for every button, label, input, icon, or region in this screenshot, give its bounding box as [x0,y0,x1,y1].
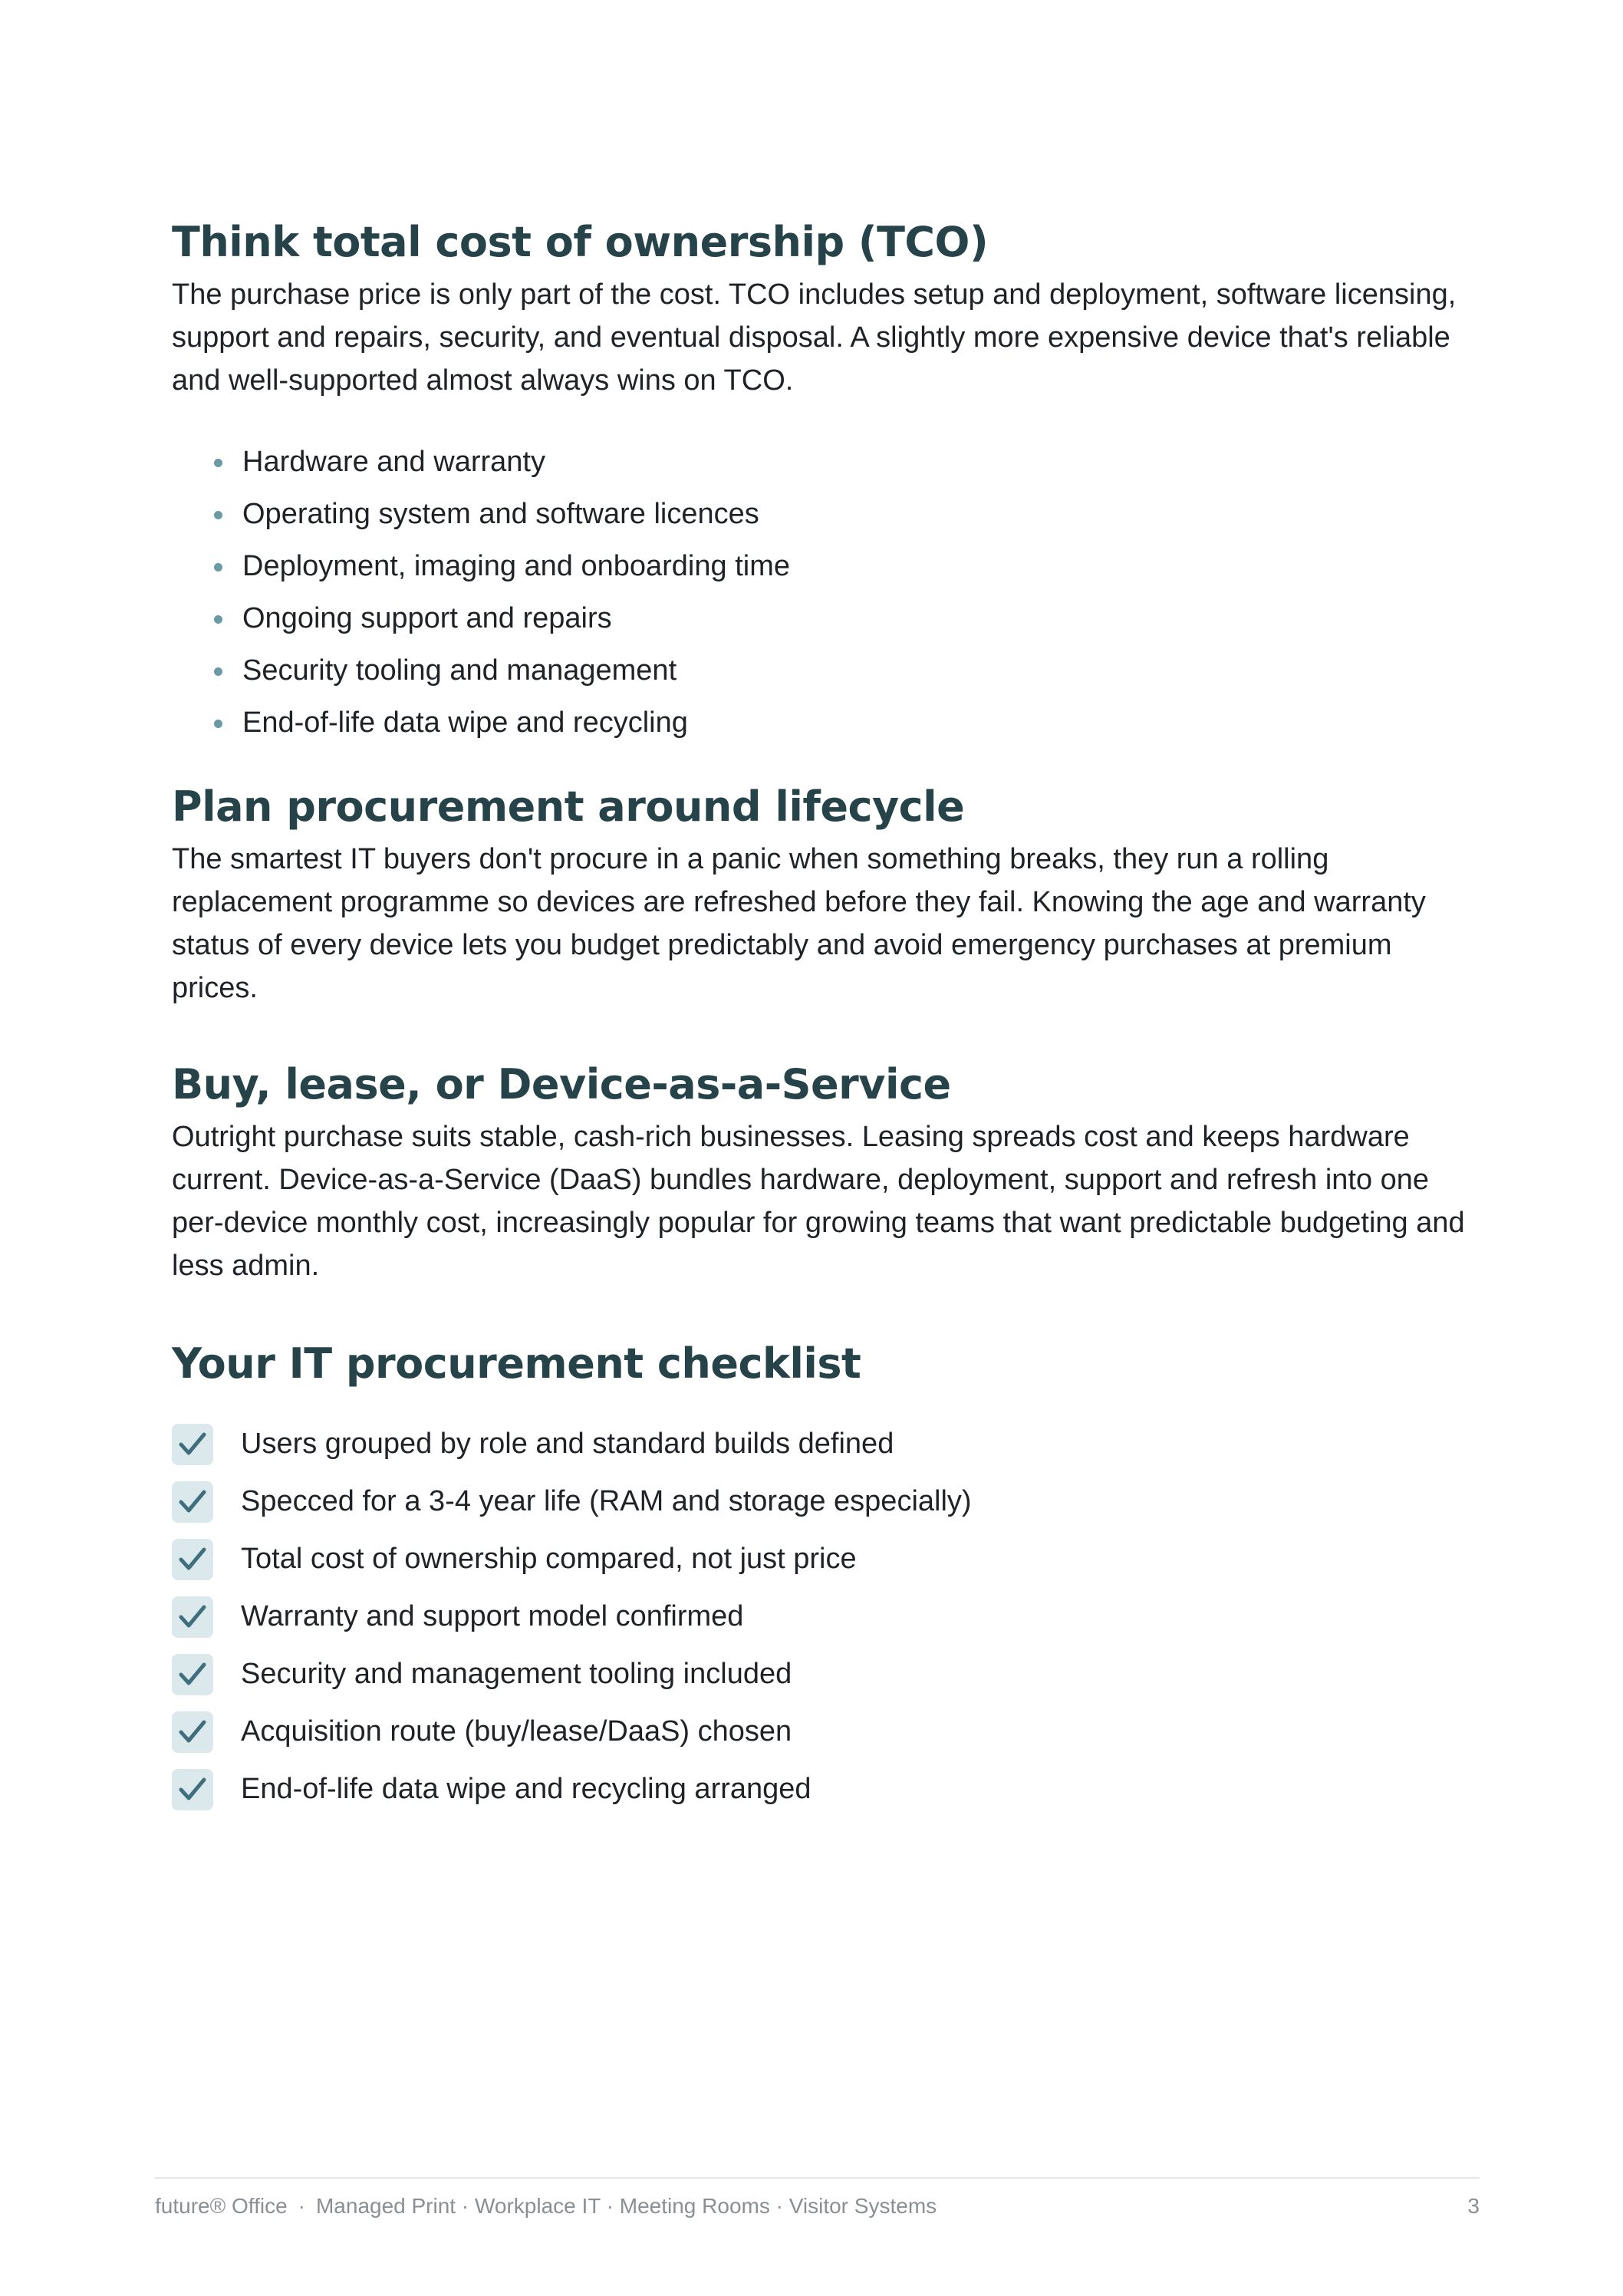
checklist-item-text: End-of-life data wipe and recycling arranged [241,1773,812,1805]
list-item-text: End-of-life data wipe and recycling [242,707,688,739]
section-checklist [172,1339,1468,1388]
checkmark-icon [177,1603,208,1632]
bullet-dot-icon [214,511,222,519]
checklist-item [172,1595,1468,1652]
list-item [172,546,1468,598]
checkbox-checked [172,1711,213,1753]
footer-tagline: Managed Print · Workplace IT · Meeting Rooms · Visitor Systems [315,2194,937,2218]
lifecycle-heading: Plan procurement around lifecycle [172,782,965,831]
lifecycle-body: The smartest IT buyers don't procure in a panic when something breaks, they run a rolling replacement programme so devices are refreshed before they fail. Knowing the age and warranty status of every device lets you budget predictably and avoid emergency purchases at premium prices. [172,843,1426,1004]
checklist-heading: Your IT procurement checklist [172,1339,861,1388]
list-item [172,494,1468,546]
tco-bullet-list [172,442,1468,755]
section-tco [172,218,1468,402]
footer-left [155,2192,937,2220]
checkbox-checked [172,1654,213,1695]
list-item [172,703,1468,755]
checklist-item [172,1767,1468,1825]
checklist-item-text: Warranty and support model confirmed [241,1600,744,1632]
checkbox-checked [172,1539,213,1580]
checkmark-icon [177,1718,208,1747]
checklist-item-text: Acquisition route (buy/lease/DaaS) chosen [241,1715,792,1748]
list-item-text: Security tooling and management [242,654,677,687]
checklist-item [172,1422,1468,1480]
list-item [172,651,1468,703]
checkmark-icon [177,1545,208,1574]
buy-body: Outright purchase suits stable, cash-rich businesses. Leasing spreads cost and keeps hardware current. Device-as-a-Service (DaaS) bundles hardware, deployment, support and refresh into one per-device monthly cost, increasingly popular for growing teams that want predictable budgeting and less admin. [172,1121,1465,1282]
checkbox-checked [172,1424,213,1465]
footer-brand: future® Office [155,2194,288,2218]
footer-separator: · [298,2194,305,2218]
bullet-dot-icon [214,563,222,572]
list-item-text: Operating system and software licences [242,498,759,530]
checklist-item [172,1480,1468,1537]
buy-heading: Buy, lease, or Device-as-a-Service [172,1060,951,1108]
checkmark-icon [177,1487,208,1517]
list-item-text: Hardware and warranty [242,446,545,478]
section-lifecycle [172,782,1468,1010]
section-buy-lease-daas [172,1060,1468,1287]
page-number: 3 [1467,2194,1480,2218]
checklist-item-text: Total cost of ownership compared, not just price [241,1543,857,1575]
bullet-dot-icon [214,459,222,467]
checklist-item-text: Specced for a 3-4 year life (RAM and storage especially) [241,1485,972,1517]
checklist-item [172,1710,1468,1767]
document-page [172,0,1468,2296]
checkbox-checked [172,1481,213,1523]
bullet-dot-icon [214,720,222,728]
checkmark-icon [177,1775,208,1804]
checklist-item [172,1652,1468,1710]
procurement-checklist [172,1422,1468,1825]
tco-heading: Think total cost of ownership (TCO) [172,218,989,266]
list-item [172,598,1468,651]
checklist-item [172,1537,1468,1595]
checkbox-checked [172,1596,213,1638]
checklist-item-text: Users grouped by role and standard builds defined [241,1428,894,1460]
checklist-item-text: Security and management tooling included [241,1658,792,1690]
checkmark-icon [177,1430,208,1459]
checkbox-checked [172,1769,213,1810]
tco-body: The purchase price is only part of the cost. TCO includes setup and deployment, software licensing, support and repairs, security, and eventual disposal. A slightly more expensive device that's reliable and well-supported almost always wins on TCO. [172,278,1457,397]
checkmark-icon [177,1660,208,1689]
bullet-dot-icon [214,615,222,624]
page-footer [155,2177,1480,2218]
list-item-text: Ongoing support and repairs [242,602,612,634]
bullet-dot-icon [214,667,222,676]
list-item-text: Deployment, imaging and onboarding time [242,550,790,582]
list-item [172,442,1468,494]
